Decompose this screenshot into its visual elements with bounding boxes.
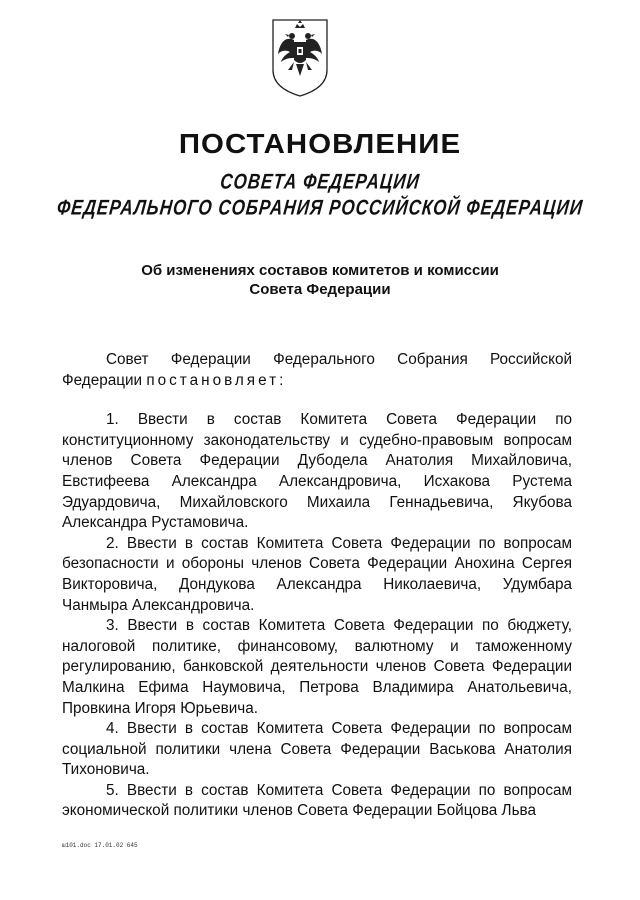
document-body <box>62 350 572 822</box>
clause-5: 5. Ввести в состав Комитета Совета Федерации по вопросам экономической политики членов Совета Федерации Бойцова Льва <box>62 781 572 820</box>
subject-line-1: Об изменениях составов комитетов и комиссии <box>141 262 499 279</box>
coat-of-arms-icon <box>270 18 330 98</box>
clause-3: 3. Ввести в состав Комитета Совета Федерации по бюджету, налоговой политике, финансовому, валютному и таможенному регулированию, банковской деятельности членов Совета Федерации Малкина Ефима Наумовича, Петрова Владимира Анатольевича, Провкина Игоря Юрьевича. <box>62 617 572 717</box>
preamble-keyword: постановляет: <box>146 371 287 389</box>
preamble-paragraph <box>62 350 572 391</box>
document-subject <box>0 261 640 299</box>
preamble-text: Совет Федерации Федерального Собрания Российской Федерации <box>62 351 572 389</box>
clause-4: 4. Ввести в состав Комитета Совета Федерации по вопросам социальной политики члена Совета Федерации Васькова Анатолия Тихоновича. <box>62 720 572 779</box>
document-title: ПОСТАНОВЛЕНИЕ <box>178 128 462 159</box>
clause-2: 2. Ввести в состав Комитета Совета Федерации по вопросам безопасности и обороны членов Совета Федерации Анохина Сергея Викторовича, Дондукова Александра Николаевича, Удумбара Чанмыра Александровича. <box>62 534 572 614</box>
subject-line-2: Совета Федерации <box>249 281 391 298</box>
document-footer-code: ш101.doc 17.01.02 645 <box>62 842 138 849</box>
clause-1: 1. Ввести в состав Комитета Совета Федерации по конституционному законодательству и судебно-правовым вопросам членов Совета Федерации Дубодела Анатолия Михайловича, Евстифеева Александра Александровича, Исхакова Рустема Эдуардовича, Михайловского Михаила Геннадьевича, Якубова Александра Рустамовича. <box>62 411 572 532</box>
issuing-body-line-2: ФЕДЕРАЛЬНОГО СОБРАНИЯ РОССИЙСКОЙ ФЕДЕРАЦИИ <box>55 195 585 220</box>
issuing-body-line-1: СОВЕТА ФЕДЕРАЦИИ <box>219 169 422 194</box>
